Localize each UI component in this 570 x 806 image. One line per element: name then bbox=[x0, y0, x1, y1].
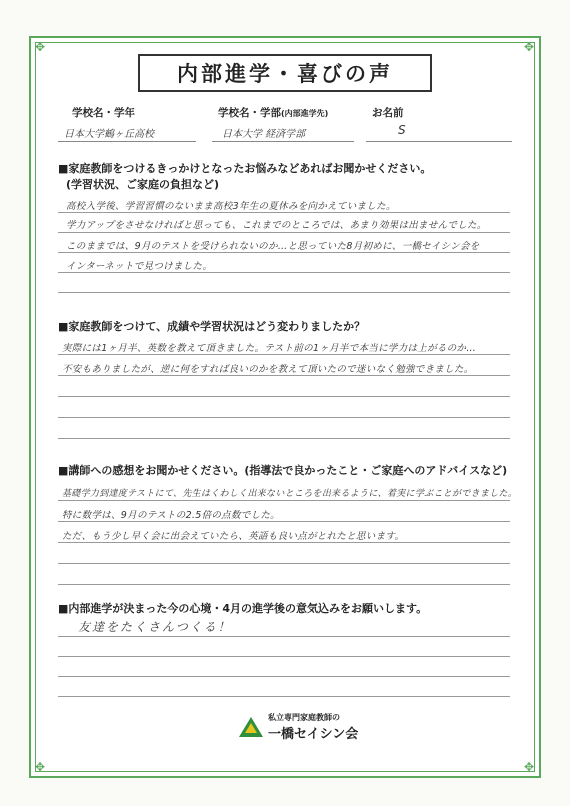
section-1-line-3: このままでは、9月のテストを受けられないのか…と思っていた8月初めに、一橋セイシン会を bbox=[66, 241, 480, 252]
rule bbox=[58, 500, 510, 501]
rule bbox=[58, 696, 510, 697]
title-box bbox=[138, 54, 432, 92]
dept-underline bbox=[212, 141, 354, 142]
section-2-title: ■家庭教師をつけて、成績や学習状況はどう変わりましたか？ bbox=[58, 320, 366, 333]
rule bbox=[58, 232, 510, 233]
school-label: 学校名・学年 bbox=[72, 107, 135, 119]
rule bbox=[58, 354, 510, 355]
rule bbox=[58, 438, 510, 439]
dept-label: 学校名・学部(内部進学先) bbox=[218, 107, 329, 119]
section-3-line-1: 基礎学力到達度テストにて、先生はくわしく出来ないところを出来るように、着実に学ぶことができました。 bbox=[62, 489, 518, 499]
rule bbox=[58, 252, 510, 253]
rule bbox=[58, 563, 510, 564]
rule bbox=[58, 636, 510, 637]
rule bbox=[58, 417, 510, 418]
rule bbox=[58, 521, 510, 522]
rule bbox=[58, 656, 510, 657]
section-2-line-2: 不安もありましたが、逆に何をすれば良いのかを教えて頂いたので迷いなく勉強できました。 bbox=[62, 364, 474, 375]
rule bbox=[58, 584, 510, 585]
rule bbox=[58, 375, 510, 376]
corner-ornament-bottom-right: ✥ bbox=[523, 760, 535, 774]
rule bbox=[58, 272, 510, 273]
school-value: 日本大学鶴ヶ丘高校 bbox=[64, 129, 154, 140]
section-4-line-1: 友達をたくさんつくる！ bbox=[78, 620, 232, 634]
name-underline bbox=[366, 141, 512, 142]
page-frame-inner bbox=[35, 42, 535, 772]
rule bbox=[58, 212, 510, 213]
school-underline bbox=[58, 141, 196, 142]
section-1-subtitle: (学習状況、ご家庭の負担など) bbox=[66, 178, 220, 191]
logo-mark-icon bbox=[238, 716, 264, 738]
section-1-line-2: 学力アップをさせなければと思っても、これまでのところでは、あまり効果は出ませんでした。 bbox=[66, 220, 487, 231]
rule bbox=[58, 396, 510, 397]
section-3-line-2: 特に数学は、9月のテストの2.5倍の点数でした。 bbox=[62, 510, 280, 521]
section-3-line-3: ただ、もう少し早く会に出会えていたら、英語も良い点がとれたと思います。 bbox=[62, 531, 405, 542]
section-2-line-1: 実際には1ヶ月半、英数を教えて頂きました。テスト前の1ヶ月半で本当に学力は上がるのか… bbox=[62, 343, 477, 354]
footer-brand: 一橋セイシン会 bbox=[268, 727, 359, 742]
footer-logo bbox=[238, 712, 358, 742]
rule bbox=[58, 542, 510, 543]
name-value: S bbox=[398, 123, 406, 137]
corner-ornament-top-right: ✥ bbox=[523, 40, 535, 54]
page-frame bbox=[29, 36, 541, 778]
page-title: 内部進学・喜びの声 bbox=[177, 61, 393, 86]
corner-ornament-top-left: ✥ bbox=[34, 40, 46, 54]
rule bbox=[58, 676, 510, 677]
section-1-line-4: インターネットで見つけました。 bbox=[66, 261, 213, 272]
section-1-line-1: 高校入学後、学習習慣のないまま高校3年生の夏休みを向かえていました。 bbox=[66, 201, 396, 212]
dept-value: 日本大学 経済学部 bbox=[222, 129, 306, 140]
section-1-title: ■家庭教師をつけるきっかけとなったお悩みなどあればお聞かせください。 bbox=[58, 162, 432, 175]
section-4-title: ■内部進学が決まった今の心境・4月の進学後の意気込みをお願いします。 bbox=[58, 602, 428, 615]
name-label: お名前 bbox=[372, 107, 404, 119]
rule bbox=[58, 292, 510, 293]
section-3-title: ■講師への感想をお聞かせください。(指導法で良かったこと・ご家庭へのアドバイスなど) bbox=[58, 464, 508, 477]
corner-ornament-bottom-left: ✥ bbox=[34, 760, 46, 774]
footer-tagline: 私立専門家庭教師の bbox=[268, 713, 340, 722]
